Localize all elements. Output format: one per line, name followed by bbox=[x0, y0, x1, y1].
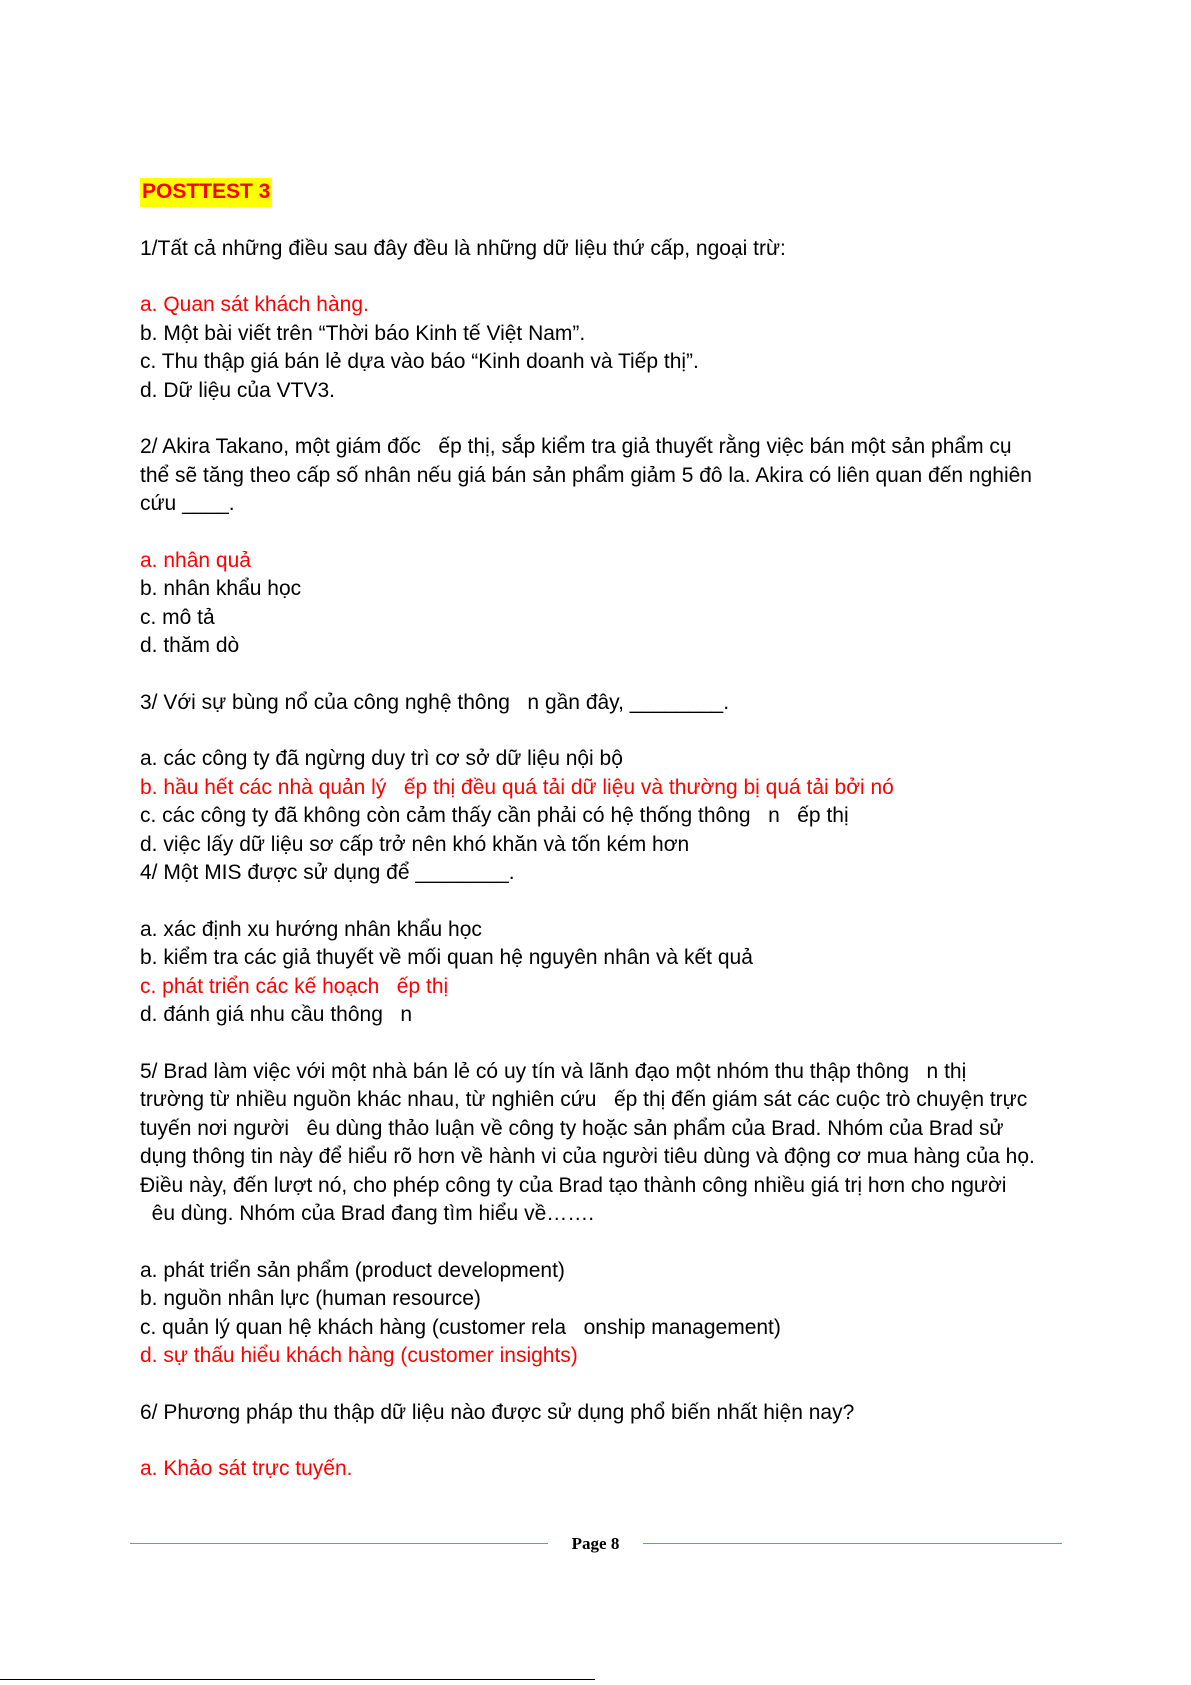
answer-option: c. mô tả bbox=[140, 605, 215, 629]
answer-list-1 bbox=[140, 291, 1060, 405]
question-5 bbox=[140, 1058, 1060, 1229]
answer-option-correct: a. Quan sát khách hàng. bbox=[140, 293, 369, 316]
question-2 bbox=[140, 433, 1060, 519]
answer-option: b. Một bài viết trên “Thời báo Kinh tế Việt Nam”. bbox=[140, 321, 586, 345]
question-list bbox=[140, 235, 1060, 1484]
question-4 bbox=[140, 859, 1060, 888]
question-text-line: cứu ____. bbox=[140, 492, 235, 515]
page-bottom-rule bbox=[0, 1679, 595, 1680]
answer-option: c. Thu thập giá bán lẻ dựa vào báo “Kinh doanh và Tiếp thị”. bbox=[140, 350, 699, 373]
question-text-line: tuyến nơi người êu dùng thảo luận về công ty hoặc sản phẩm của Brad. Nhóm của Brad sử bbox=[140, 1116, 1004, 1140]
answer-option: c. các công ty đã không còn cảm thấy cần phải có hệ thống thông n ếp thị bbox=[140, 804, 849, 827]
answer-list-6 bbox=[140, 1455, 1060, 1484]
answer-option: b. kiểm tra các giả thuyết về mối quan hệ nguyên nhân và kết quả bbox=[140, 946, 753, 969]
answer-option-correct: c. phát triển các kế hoạch ếp thị bbox=[140, 974, 449, 998]
question-6 bbox=[140, 1399, 1060, 1428]
question-text-line: 4/ Một MIS được sử dụng để ________. bbox=[140, 861, 515, 884]
question-3 bbox=[140, 689, 1060, 718]
answer-option-correct: b. hầu hết các nhà quản lý ếp thị đều quá tải dữ liệu và thường bị quá tải bởi nó bbox=[140, 775, 894, 799]
question-text-line: 3/ Với sự bùng nổ của công nghệ thông n gần đây, ________. bbox=[140, 690, 730, 714]
page-number: Page 8 bbox=[571, 1534, 620, 1553]
question-text-line: 6/ Phương pháp thu thập dữ liệu nào được sử dụng phổ biến nhất hiện nay? bbox=[140, 1400, 855, 1424]
answer-option-correct: a. nhân quả bbox=[140, 548, 251, 572]
answer-list-4 bbox=[140, 916, 1060, 1030]
question-1 bbox=[140, 235, 1060, 264]
page-footer bbox=[130, 1532, 1062, 1556]
question-text-line: 5/ Brad làm việc với một nhà bán lẻ có uy tín và lãnh đạo một nhóm thu thập thông n thị bbox=[140, 1059, 967, 1083]
question-text-line: Điều này, đến lượt nó, cho phép công ty của Brad tạo thành công nhiều giá trị hơn cho người bbox=[140, 1173, 1007, 1197]
answer-list-3 bbox=[140, 745, 1060, 859]
answer-option: a. các công ty đã ngừng duy trì cơ sở dữ liệu nội bộ bbox=[140, 747, 623, 770]
page-title: POSTTEST 3 bbox=[140, 178, 272, 207]
answer-option: d. thăm dò bbox=[140, 634, 240, 657]
answer-option-correct: d. sự thấu hiểu khách hàng (customer insights) bbox=[140, 1344, 578, 1367]
question-text-line: thể sẽ tăng theo cấp số nhân nếu giá bán sản phẩm giảm 5 đô la. Akira có liên quan đến nghiên bbox=[140, 463, 1032, 487]
answer-list-5 bbox=[140, 1257, 1060, 1371]
answer-option: b. nhân khẩu học bbox=[140, 577, 302, 600]
question-text-line: 2/ Akira Takano, một giám đốc ếp thị, sắp kiểm tra giả thuyết rằng việc bán một sản phẩm cụ bbox=[140, 435, 1012, 458]
footer-rule-right bbox=[643, 1543, 1062, 1544]
answer-option-correct: a. Khảo sát trực tuyến. bbox=[140, 1457, 353, 1480]
page-content bbox=[140, 178, 1060, 1484]
question-text-line: trường từ nhiều nguồn khác nhau, từ nghiên cứu ếp thị đến giám sát các cuộc trò chuyện trực bbox=[140, 1088, 1028, 1111]
answer-option: a. phát triển sản phẩm (product development) bbox=[140, 1258, 565, 1282]
answer-option: d. Dữ liệu của VTV3. bbox=[140, 378, 335, 402]
answer-list-2 bbox=[140, 547, 1060, 661]
answer-option: d. việc lấy dữ liệu sơ cấp trở nên khó khăn và tốn kém hơn bbox=[140, 832, 690, 856]
answer-option: a. xác định xu hướng nhân khẩu học bbox=[140, 917, 482, 941]
answer-option: c. quản lý quan hệ khách hàng (customer rela onship management) bbox=[140, 1315, 781, 1339]
answer-option: d. đánh giá nhu cầu thông n bbox=[140, 1003, 413, 1026]
question-text-line: 1/Tất cả những điều sau đây đều là những dữ liệu thứ cấp, ngoại trừ: bbox=[140, 236, 786, 260]
question-text-line: dụng thông tin này để hiểu rõ hơn về hành vi của người tiêu dùng và động cơ mua hàng của họ. bbox=[140, 1145, 1035, 1168]
footer-rule-left bbox=[130, 1543, 548, 1544]
answer-option: b. nguồn nhân lực (human resource) bbox=[140, 1287, 481, 1310]
question-text-line: êu dùng. Nhóm của Brad đang tìm hiểu về……. bbox=[140, 1202, 595, 1225]
